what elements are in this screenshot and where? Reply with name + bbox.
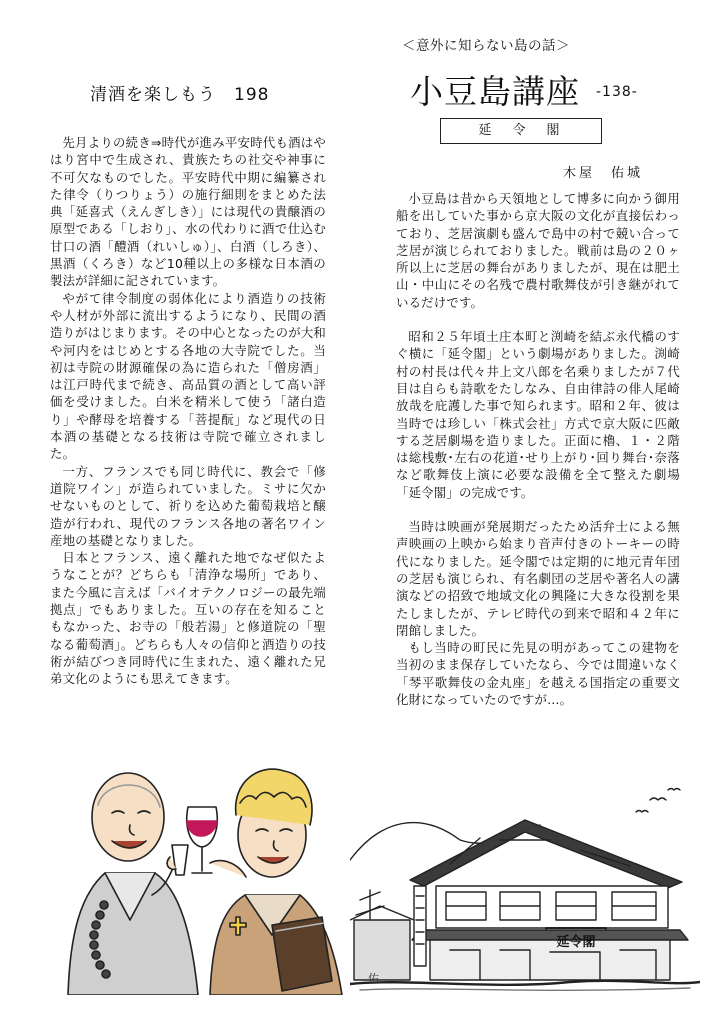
sake-column-body	[50, 134, 326, 688]
sake-column-heading: 清酒を楽しもう 198	[90, 85, 270, 105]
island-paragraph: 小豆島は昔から天領地として博多に向かう御用船を出していた事から京大阪の文化が直接伝わっており、芝居演劇も盛んで島中の村で競い合って芝居が演じられておりました。戦前は島の２０ヶ所以上に芝居の舞台がありましたが、現在は肥土山・中山にその名残で農村歌舞伎が引き継がれているだけです。	[396, 191, 680, 310]
artist-signature: 佑	[368, 972, 379, 985]
author-name: 木屋 佑城	[563, 166, 644, 181]
sake-paragraph: 日本とフランス、遠く離れた地でなぜ似たようなことが？どちらも「清浄な場所」であり、また今風に言えば「バイオテクノロジーの最先端拠点」でもありました。互いの存在を知ることもなかった、お寺の「般若湯」と修道院の「聖なる葡萄酒」。どちらも人々の信仰と酒造りの技術が結びつき同時代に生まれた、遠く離れた兄弟文化のようにも思えてきます。	[50, 550, 326, 687]
enreikaku-theatre-illustration	[350, 780, 700, 995]
island-paragraph: 昭和２５年頃土庄本町と渕崎を結ぶ永代橋のすぐ横に「延令閣」という劇場がありました。渕崎村の村長は代々井上文八郎を名乗りましたが７代目は自らも詩歌をたしなみ、自由律詩の俳人尾崎放哉を庇護した事で知られます。昭和２年、彼は当時では珍しい「株式会社」方式で京大阪に匹敵する芝居劇場を造りました。正面に櫓、１・２階は総桟敷･左右の花道･せり上がり･回り舞台･奈落など歌舞伎上演に必要な設備を全て整えた劇場「延令閣」の完成です。	[396, 329, 680, 500]
article-subtitle: 延 令 閣	[478, 123, 564, 138]
sake-paragraph: 一方、フランスでも同じ時代に、教会で「修道院ワイン」が造られていました。ミサに欠かせないものとして、祈りを込めた葡萄栽培と醸造が行われ、現代のフランス各地の著名ワイン産地の基礎となりました。	[50, 463, 326, 548]
series-title: 小豆島講座	[410, 72, 580, 111]
monks-toasting-illustration	[60, 745, 350, 995]
island-paragraph: もし当時の町民に先見の明があってこの建物を当初のまま保存していたなら、今では間違いなく「琴平歌舞伎の金丸座」を越える国指定の重要文化財になっていたのですが…。	[396, 640, 680, 708]
article-subtitle-box	[440, 118, 602, 144]
series-number: -138-	[596, 84, 638, 100]
island-paragraph: 当時は映画が発展期だったため活弁士による無声映画の上映から始まり音声付きのトーキーの時代になりました。延令閣では定期的に地元青年団の芝居も演じられ、有名劇団の芝居や著名人の講演などの招致で地域文化の興隆に大きな役割を果たしましたが、テレビ時代の到来で昭和４２年に閉館しました。	[396, 519, 680, 638]
theatre-sign-text: 延令閣	[556, 935, 596, 950]
island-column-body	[396, 190, 680, 708]
sake-paragraph: やがて律令制度の弱体化により酒造りの技術や人材が外部に流出するようになり、民間の酒造りがはじまります。その中心となったのが大和や河内をはじめとする各地の大寺院でした。当初は寺院の財源確保の為に造られた「僧房酒」は江戸時代まで続き、高品質の酒として高い評価を受けました。白米を精米して使う「諸白造り」や酵母を培養する「菩提酛」など現代の日本酒の基礎となる技術は寺院で確立されました。	[50, 290, 327, 462]
sake-paragraph: 先月よりの続き⇒時代が進み平安時代も酒はやはり宮中で生成され、貴族たちの社交や神事に不可欠なものでした。平安時代中期に編纂された律令（りつりょう）の施行細則をまとめた法典「延喜式（えんぎしき）」には現代の貴醸酒の原型である「しおり」、水の代わりに酒で仕込む甘口の酒「醴酒（れいしゅ）」、白酒（しろき）、黒酒（くろき）など10種以上の多様な日本酒の製法が詳細に記されています。	[50, 135, 326, 289]
series-tagline: ＜意外に知らない島の話＞	[402, 38, 570, 54]
